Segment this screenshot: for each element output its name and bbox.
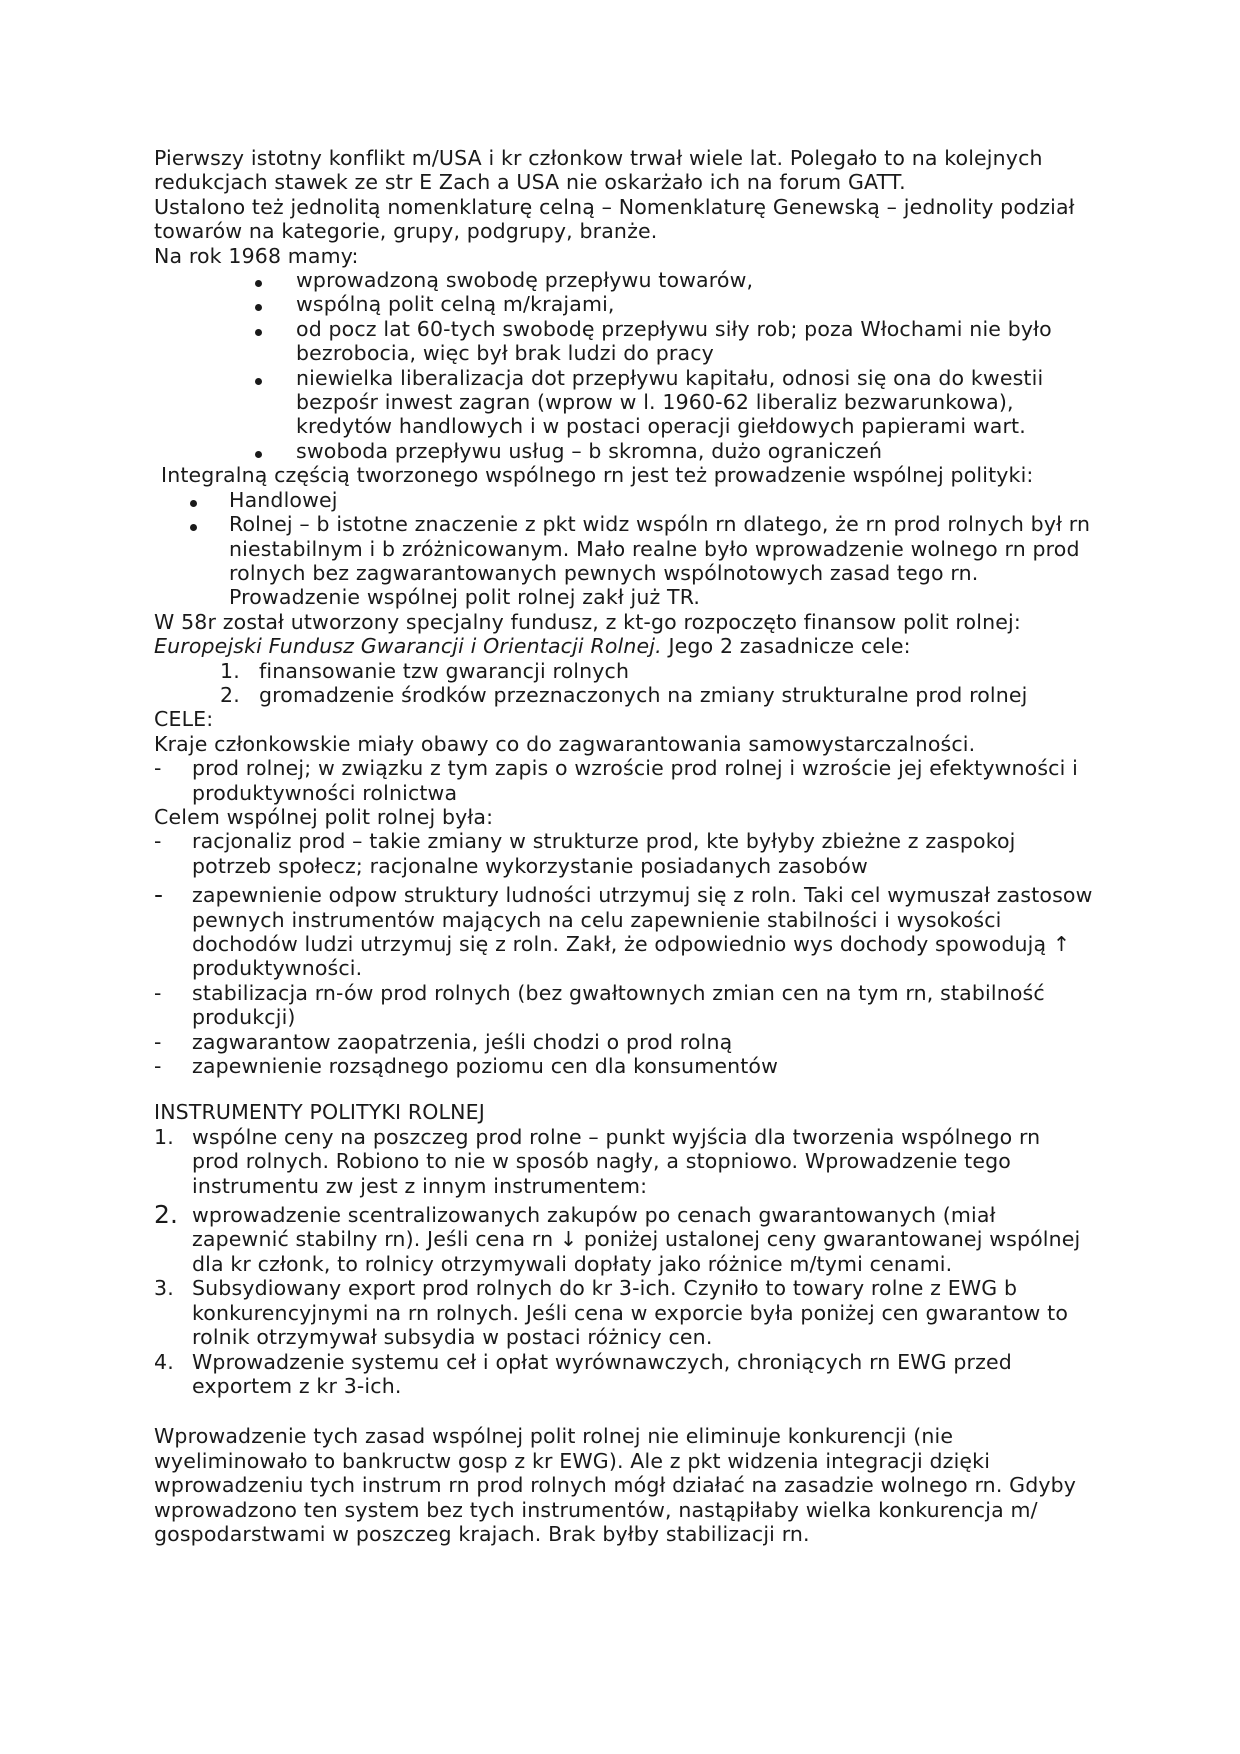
heading-instruments: INSTRUMENTY POLITYKI ROLNEJ <box>154 1100 485 1125</box>
document-page <box>154 146 1094 1546</box>
fund-name: Europejski Fundusz Gwarancji i Orientacji Rolnej. <box>154 634 662 659</box>
list-policies <box>154 488 1094 610</box>
bullet-icon <box>255 268 262 292</box>
dash-marker: - <box>154 756 162 781</box>
list-item-text: racjonaliz prod – takie zmiany w strukturze prod, kte byłyby zbieżne z zaspokoj potrzeb społecz; racjonalne wykorzystanie posiadanych zasobów <box>192 829 1016 878</box>
list-item <box>154 292 1094 316</box>
list-number: 2. <box>220 682 240 707</box>
bullet-icon <box>255 292 262 316</box>
bullet-icon <box>255 439 262 463</box>
heading-cele: CELE: <box>154 707 214 732</box>
list-item <box>154 880 1094 981</box>
fund-text: W 58r został utworzony specjalny fundusz, z kt-go rozpoczęto finansow polit rolnej: <box>154 609 1021 634</box>
dash-marker: - <box>154 980 162 1005</box>
list-item <box>154 439 1094 463</box>
list-item <box>154 366 1094 439</box>
paragraph-fund <box>154 610 1094 659</box>
list-item <box>154 268 1094 292</box>
list-item-text: zapewnienie odpow struktury ludności utrzymuj się z roln. Taki cel wymuszał zastosow pewnych instrumentów mających na celu zapewnienie stabilności i wysokości dochodów ludzi utrzymuj się z roln. Zakł, że odpowiednio wys dochody spowodują ↑ produktywności. <box>192 883 1093 981</box>
list-item-text: wspólne ceny na poszczeg prod rolne – punkt wyjścia dla tworzenia wspólnego rn prod rolnych. Robiono to nie w sposób nagły, a stopniowo. Wprowadzenie tego instrumentu zw jest z innym instrumentem: <box>192 1124 1041 1198</box>
list-cele-goals <box>154 829 1094 1078</box>
list-item <box>154 756 1094 805</box>
list-item-text: od pocz lat 60-tych swobodę przepływu siły rob; poza Włochami nie było bezrobocia, więc był brak ludzi do pracy <box>296 316 1052 366</box>
list-item-text: Handlowej <box>229 487 338 512</box>
list-number: 3. <box>154 1276 174 1301</box>
list-item <box>154 683 1094 707</box>
list-item <box>154 317 1094 366</box>
dash-marker: - <box>154 1029 162 1054</box>
list-item <box>154 1054 1094 1078</box>
list-item-text: gromadzenie środków przeznaczonych na zmiany strukturalne prod rolnej <box>259 682 1028 707</box>
list-item-text: Rolnej – b istotne znaczenie z pkt widz wspóln rn dlatego, że rn prod rolnych był rn niestabilnym i b zróżnicowanym. Mało realne było wprowadzenie wolnego rn prod rolnych bez zagwarantowanych pewnych wspólnotowych zasad tego rn. Prowadzenie wspólnej polit rolnej zakł już TR. <box>229 512 1091 610</box>
list-item <box>154 1200 1094 1276</box>
list-number: 2. <box>154 1200 179 1230</box>
paragraph-policies: Integralną częścią tworzonego wspólnego rn jest też prowadzenie wspólnej polityki: <box>161 463 1034 488</box>
list-item <box>154 659 1094 683</box>
list-item <box>154 829 1094 878</box>
list-number: 1. <box>154 1124 174 1149</box>
list-item-text: wprowadzoną swobodę przepływu towarów, <box>296 268 754 293</box>
list-item <box>154 981 1094 1030</box>
list-item-text: zapewnienie rozsądnego poziomu cen dla konsumentów <box>192 1054 779 1079</box>
paragraph-cele-intro: Kraje członkowskie miały obawy co do zagwarantowania samowystarczalności. <box>154 731 976 756</box>
list-fund-goals <box>154 659 1094 708</box>
list-item-text: wprowadzenie scentralizowanych zakupów po cenach gwarantowanych (miał zapewnić stabilny rn). Jeśli cena rn ↓ poniżej ustalonej ceny gwarantowanej wspólnej dla kr członk, to rolnicy otrzymywali dopłaty jako różnice m/tymi cenami. <box>192 1203 1081 1276</box>
list-number: 4. <box>154 1349 174 1374</box>
list-item <box>154 488 1094 512</box>
bullet-icon <box>190 512 197 536</box>
list-cele-dash-1 <box>154 756 1094 805</box>
list-item <box>154 1276 1094 1349</box>
list-item <box>154 512 1094 610</box>
paragraph-1968: Na rok 1968 mamy: <box>154 243 359 268</box>
list-item-text: stabilizacja rn-ów prod rolnych (bez gwałtownych zmian cen na tym rn, stabilność produkcji) <box>192 980 1045 1030</box>
list-item <box>154 1030 1094 1054</box>
bullet-icon <box>255 317 262 341</box>
list-item <box>154 1125 1094 1198</box>
list-item-text: swoboda przepływu usług – b skromna, dużo ograniczeń <box>296 438 883 463</box>
list-item-text: wspólną polit celną m/krajami, <box>296 292 615 317</box>
dash-marker: - <box>154 880 164 910</box>
paragraph-nomenclature: Ustalono też jednolitą nomenklaturę celną – Nomenklaturę Genewską – jednolity podział towarów na kategorie, grupy, podgrupy, branże. <box>154 194 1075 244</box>
list-number: 1. <box>220 658 240 683</box>
list-item-text: Wprowadzenie systemu ceł i opłat wyrównawczych, chroniących rn EWG przed exportem z kr 3-ich. <box>192 1349 1012 1398</box>
paragraph-conclusion: Wprowadzenie tych zasad wspólnej polit rolnej nie eliminuje konkurencji (nie wyeliminowało to bankructw gosp z kr EWG). Ale z pkt widzenia integracji dzięki wprowadzeniu tych instrum rn prod rolnych mógł działać na zasadzie wolnego rn. Gdyby wprowadzono ten system bez tych instrumentów, nastąpiłaby wielka konkurencja m/ gospodarstwami w poszczeg krajach. Brak byłby stabilizacji rn. <box>154 1424 1077 1546</box>
list-item <box>154 1350 1094 1399</box>
list-item-text: niewielka liberalizacja dot przepływu kapitału, odnosi się ona do kwestii bezpośr inwest zagran (wprow w l. 1960-62 liberaliz bezwarunkowa), kredytów handlowych i w postaci operacji giełdowych papierami wart. <box>296 365 1044 439</box>
bullet-icon <box>255 366 262 390</box>
list-1968 <box>154 268 1094 463</box>
paragraph-goal-intro: Celem wspólnej polit rolnej była: <box>154 804 494 829</box>
bullet-icon <box>190 488 197 512</box>
paragraph-conflict: Pierwszy istotny konflikt m/USA i kr członkow trwał wiele lat. Polegało to na kolejnych redukcjach stawek ze str E Zach a USA nie oskarżało ich na forum GATT. <box>154 146 1043 195</box>
dash-marker: - <box>154 1054 162 1079</box>
fund-goals-intro: Jego 2 zasadnicze cele: <box>661 634 911 659</box>
list-item-text: prod rolnej; w związku z tym zapis o wzroście prod rolnej i wzroście jej efektywności i produktywności rolnictwa <box>192 756 1078 805</box>
list-item-text: Subsydiowany export prod rolnych do kr 3-ich. Czyniło to towary rolne z EWG b konkurencyjnymi na rn rolnych. Jeśli cena w exporcie była poniżej cen gwarantow to rolnik otrzymywał subsydia w postaci różnicy cen. <box>192 1276 1069 1350</box>
dash-marker: - <box>154 829 162 854</box>
list-item-text: zagwarantow zaopatrzenia, jeśli chodzi o prod rolną <box>192 1029 733 1054</box>
list-instruments <box>154 1125 1094 1398</box>
list-item-text: finansowanie tzw gwarancji rolnych <box>259 658 630 683</box>
